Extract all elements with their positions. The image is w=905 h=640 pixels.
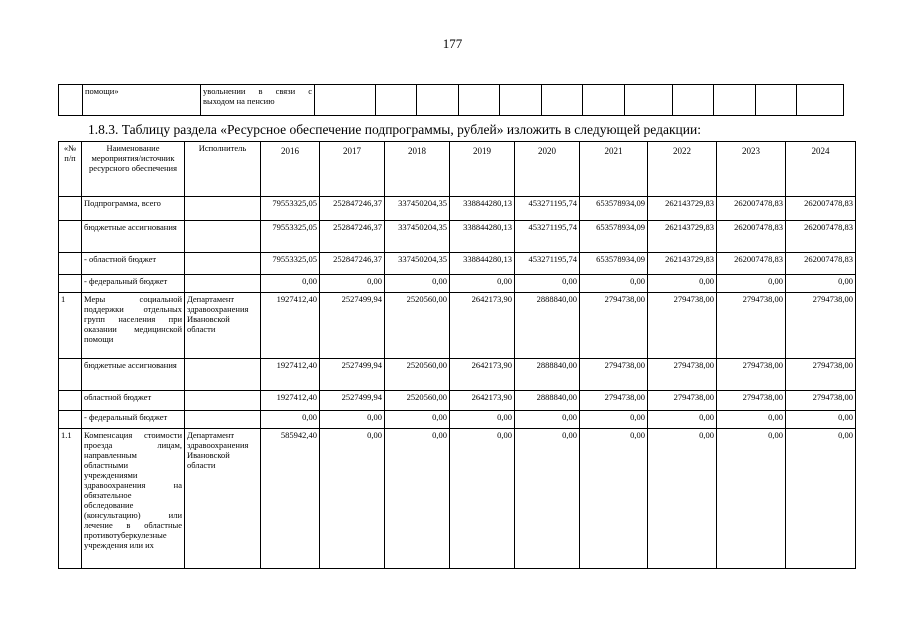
row-name: бюджетные ассигнования <box>82 221 185 253</box>
row-name: Подпрограмма, всего <box>82 197 185 221</box>
row-value: 0,00 <box>648 429 717 569</box>
row-executor <box>185 359 261 391</box>
row-value: 0,00 <box>450 411 515 429</box>
row-value: 0,00 <box>648 275 717 293</box>
row-number: 1 <box>59 293 82 359</box>
row-value: 0,00 <box>450 275 515 293</box>
row-value: 252847246,37 <box>320 253 385 275</box>
row-value: 79553325,05 <box>261 253 320 275</box>
table-row <box>59 429 856 569</box>
row-value: 453271195,74 <box>515 197 580 221</box>
row-value: 0,00 <box>515 429 580 569</box>
table-row <box>59 275 856 293</box>
row-executor: Департамент здравоохранения Ивановской области <box>185 429 261 569</box>
row-value: 0,00 <box>320 429 385 569</box>
row-value: 653578934,09 <box>580 221 648 253</box>
row-value: 2527499,94 <box>320 359 385 391</box>
row-executor: Департамент здравоохранения Ивановской области <box>185 293 261 359</box>
row-number <box>59 253 82 275</box>
table-row <box>59 411 856 429</box>
row-value: 2888840,00 <box>515 293 580 359</box>
row-value: 585942,40 <box>261 429 320 569</box>
table-row <box>59 293 856 359</box>
row-value: 252847246,37 <box>320 197 385 221</box>
row-value: 0,00 <box>580 429 648 569</box>
row-value: 2642173,90 <box>450 391 515 411</box>
row-value: 2794738,00 <box>786 359 856 391</box>
row-value: 2888840,00 <box>515 391 580 411</box>
row-value: 338844280,13 <box>450 221 515 253</box>
row-value: 0,00 <box>648 411 717 429</box>
row-value: 262007478,83 <box>786 221 856 253</box>
row-value: 0,00 <box>320 411 385 429</box>
row-value: 2794738,00 <box>580 391 648 411</box>
row-value: 0,00 <box>786 411 856 429</box>
row-value: 2794738,00 <box>717 293 786 359</box>
header-year: 2017 <box>320 142 385 197</box>
row-name: Компенсация стоимости проезда лицам, направленным областными учреждениями здравоохранения на обязательное обследование (консультацию) или лечение в областные противотуберкулезные учреждения или их <box>82 429 185 569</box>
row-value: 453271195,74 <box>515 221 580 253</box>
row-value: 653578934,09 <box>580 253 648 275</box>
row-value: 79553325,05 <box>261 197 320 221</box>
row-executor <box>185 275 261 293</box>
top-cell-1: помощи» <box>83 85 201 116</box>
row-value: 0,00 <box>515 275 580 293</box>
row-value: 2642173,90 <box>450 293 515 359</box>
row-value: 337450204,35 <box>385 221 450 253</box>
row-value: 2642173,90 <box>450 359 515 391</box>
row-value: 0,00 <box>580 411 648 429</box>
page-number: 177 <box>442 36 463 51</box>
row-value: 0,00 <box>717 275 786 293</box>
table-row <box>59 253 856 275</box>
row-value: 262007478,83 <box>786 253 856 275</box>
row-value: 252847246,37 <box>320 221 385 253</box>
section-heading: 1.8.3. Таблицу раздела «Ресурсное обеспечение подпрограммы, рублей» изложить в следующей редакции: <box>88 122 701 137</box>
row-value: 262143729,83 <box>648 197 717 221</box>
row-value: 2520560,00 <box>385 359 450 391</box>
header-no: «№ п/п <box>59 142 82 197</box>
row-value: 79553325,05 <box>261 221 320 253</box>
row-value: 337450204,35 <box>385 253 450 275</box>
row-number <box>59 197 82 221</box>
table-row <box>59 391 856 411</box>
row-value: 0,00 <box>385 411 450 429</box>
row-value: 262143729,83 <box>648 253 717 275</box>
row-executor <box>185 411 261 429</box>
row-value: 0,00 <box>580 275 648 293</box>
row-value: 2794738,00 <box>786 391 856 411</box>
row-value: 262007478,83 <box>786 197 856 221</box>
row-value: 0,00 <box>717 411 786 429</box>
row-value: 2794738,00 <box>717 359 786 391</box>
row-executor <box>185 197 261 221</box>
row-executor <box>185 221 261 253</box>
row-value: 453271195,74 <box>515 253 580 275</box>
row-value: 2794738,00 <box>648 293 717 359</box>
row-value: 2794738,00 <box>786 293 856 359</box>
row-executor <box>185 391 261 411</box>
table-row <box>59 221 856 253</box>
row-name: бюджетные ассигнования <box>82 359 185 391</box>
row-name: - областной бюджет <box>82 253 185 275</box>
row-value: 2794738,00 <box>580 359 648 391</box>
row-value: 2527499,94 <box>320 391 385 411</box>
resource-table <box>58 141 856 569</box>
header-year: 2022 <box>648 142 717 197</box>
header-year: 2019 <box>450 142 515 197</box>
header-year: 2020 <box>515 142 580 197</box>
header-executor: Исполнитель <box>185 142 261 197</box>
row-value: 0,00 <box>786 275 856 293</box>
table-row <box>59 197 856 221</box>
row-value: 0,00 <box>320 275 385 293</box>
row-value: 2794738,00 <box>648 391 717 411</box>
row-value: 1927412,40 <box>261 359 320 391</box>
row-value: 2520560,00 <box>385 293 450 359</box>
continued-table-row <box>58 84 844 116</box>
row-name: Меры социальной поддержки отдельных групп населения при оказании медицинской помощи <box>82 293 185 359</box>
table-row <box>59 359 856 391</box>
header-year: 2023 <box>717 142 786 197</box>
row-number <box>59 359 82 391</box>
row-value: 2527499,94 <box>320 293 385 359</box>
row-value: 262007478,83 <box>717 221 786 253</box>
row-name: - федеральный бюджет <box>82 275 185 293</box>
row-value: 262007478,83 <box>717 253 786 275</box>
row-value: 1927412,40 <box>261 293 320 359</box>
row-value: 2794738,00 <box>717 391 786 411</box>
row-value: 337450204,35 <box>385 197 450 221</box>
row-name: областной бюджет <box>82 391 185 411</box>
top-cell-2: увольнении в связи с выходом на пенсию <box>201 85 315 116</box>
header-year: 2018 <box>385 142 450 197</box>
row-value: 0,00 <box>515 411 580 429</box>
row-number <box>59 411 82 429</box>
row-value: 0,00 <box>450 429 515 569</box>
table-body <box>59 197 856 569</box>
row-value: 262143729,83 <box>648 221 717 253</box>
row-value: 0,00 <box>786 429 856 569</box>
row-value: 338844280,13 <box>450 197 515 221</box>
row-value: 0,00 <box>385 275 450 293</box>
row-value: 2794738,00 <box>580 293 648 359</box>
row-number: 1.1 <box>59 429 82 569</box>
header-row <box>59 142 856 197</box>
row-value: 1927412,40 <box>261 391 320 411</box>
header-year: 2024 <box>786 142 856 197</box>
table-row <box>59 85 844 116</box>
header-name: Наименование мероприятия/источник ресурсного обеспечения <box>82 142 185 197</box>
row-number <box>59 391 82 411</box>
row-value: 653578934,09 <box>580 197 648 221</box>
header-year: 2016 <box>261 142 320 197</box>
row-value: 0,00 <box>385 429 450 569</box>
row-value: 0,00 <box>717 429 786 569</box>
row-value: 262007478,83 <box>717 197 786 221</box>
row-value: 2520560,00 <box>385 391 450 411</box>
row-value: 2794738,00 <box>648 359 717 391</box>
row-value: 0,00 <box>261 275 320 293</box>
row-value: 2888840,00 <box>515 359 580 391</box>
row-number <box>59 275 82 293</box>
header-year: 2021 <box>580 142 648 197</box>
row-value: 0,00 <box>261 411 320 429</box>
row-value: 338844280,13 <box>450 253 515 275</box>
row-number <box>59 221 82 253</box>
row-executor <box>185 253 261 275</box>
row-name: - федеральный бюджет <box>82 411 185 429</box>
